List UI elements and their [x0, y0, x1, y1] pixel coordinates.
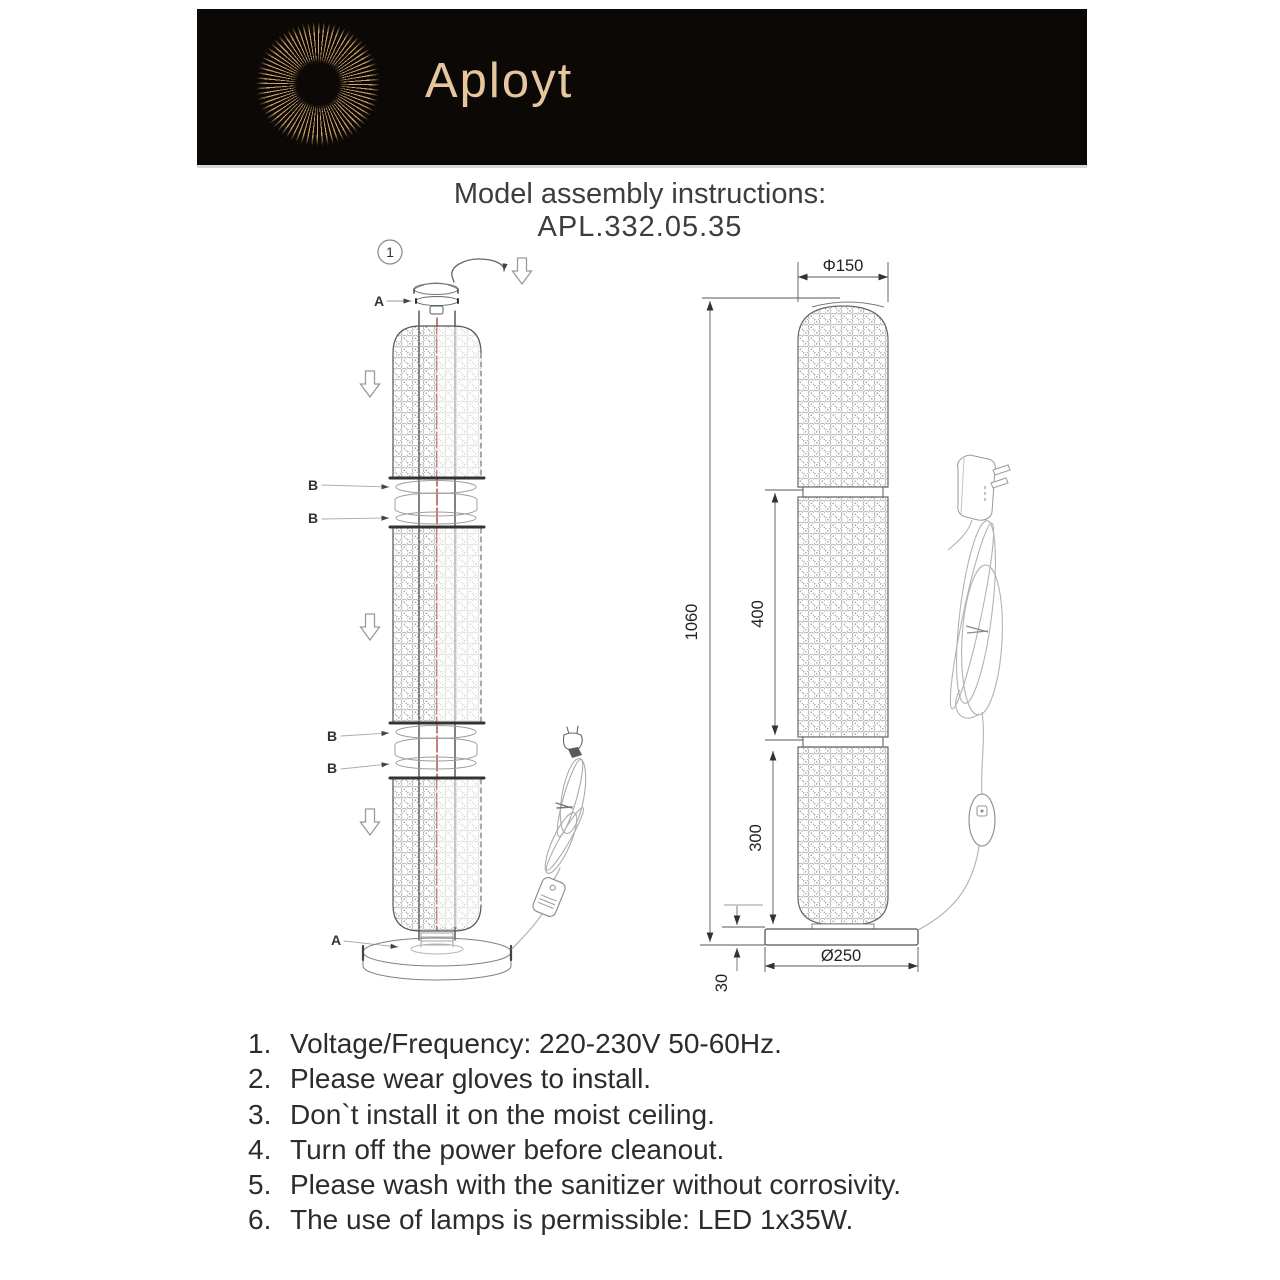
dim-base-height — [713, 905, 763, 992]
item-number: 6. — [248, 1204, 272, 1236]
down-arrow-icon — [513, 258, 532, 284]
part-a-disc — [416, 297, 458, 315]
exploded-assembly-diagram — [308, 240, 590, 980]
item-text: The use of lamps is permissible: LED 1x35W. — [290, 1204, 854, 1236]
item-text: Please wash with the sanitizer without corrosivity. — [290, 1169, 902, 1201]
svg-text:B: B — [308, 510, 319, 526]
dim-value: Φ150 — [822, 257, 864, 275]
dim-value: 400 — [749, 600, 767, 628]
item-number: 2. — [248, 1063, 272, 1095]
dim-value: Ø250 — [820, 947, 862, 965]
label-a-bottom — [331, 932, 398, 948]
dimension-diagram — [683, 257, 1010, 992]
list-item — [248, 1167, 1188, 1202]
label-b-upper — [308, 477, 389, 526]
item-text: Turn off the power before cleanout. — [290, 1133, 725, 1165]
down-arrow-icon — [361, 809, 380, 835]
lamp-segment-bottom — [390, 778, 484, 931]
dim-value: 300 — [747, 824, 765, 852]
svg-text:A: A — [331, 932, 342, 948]
list-item — [248, 1132, 1188, 1167]
rotation-arrow-icon — [452, 259, 504, 282]
step-badge — [378, 240, 402, 264]
technical-drawings — [270, 235, 1050, 1015]
connector-rings-upper — [395, 481, 477, 525]
brand-wordmark: Aployt — [425, 54, 574, 108]
dim-base-diameter — [765, 947, 918, 972]
down-arrow-icon — [361, 371, 380, 397]
list-item — [248, 1061, 1188, 1096]
page-title: Model assembly instructions: — [453, 178, 827, 210]
power-cord-left — [512, 726, 590, 949]
down-arrow-icon — [361, 614, 380, 640]
list-item — [248, 1202, 1188, 1237]
list-item — [248, 1097, 1188, 1132]
top-cap — [414, 283, 458, 295]
item-number: 4. — [248, 1133, 272, 1165]
item-number: 1. — [248, 1028, 272, 1059]
foot-switch — [969, 794, 995, 846]
item-text: Don`t install it on the moist ceiling. — [290, 1098, 715, 1130]
lamp-segment-top — [390, 326, 484, 478]
item-text: Please wear gloves to install. — [290, 1063, 652, 1095]
lamp-segment-middle — [390, 527, 484, 723]
inline-switch — [531, 876, 567, 918]
item-number: 3. — [248, 1098, 272, 1130]
power-plug — [958, 455, 1010, 520]
model-number: APL.332.05.35 — [537, 211, 743, 243]
instruction-list — [248, 1026, 1188, 1238]
part-label-a: A — [374, 293, 385, 309]
dim-top-diameter — [798, 257, 888, 302]
label-a-top — [374, 293, 411, 309]
label-b-lower — [327, 728, 389, 776]
dim-value: 1060 — [683, 603, 701, 641]
svg-text:B: B — [327, 728, 338, 744]
list-item — [248, 1026, 1188, 1061]
svg-text:B: B — [327, 760, 338, 776]
corner-rays-decoration — [779, 9, 1087, 165]
connector-rings-lower — [395, 726, 477, 770]
power-cord-right — [918, 519, 1006, 930]
brand-banner — [197, 9, 1087, 168]
dim-middle-section — [749, 490, 803, 740]
sunburst-logo-icon — [252, 18, 384, 150]
lamp-base — [363, 938, 511, 980]
dim-bottom-section — [722, 751, 773, 927]
dim-value: 30 — [713, 973, 731, 993]
item-text: Voltage/Frequency: 220-230V 50-60Hz. — [290, 1028, 782, 1059]
lamp-assembled — [765, 302, 918, 945]
step-number: 1 — [386, 244, 394, 260]
item-number: 5. — [248, 1169, 272, 1201]
svg-text:B: B — [308, 477, 319, 493]
